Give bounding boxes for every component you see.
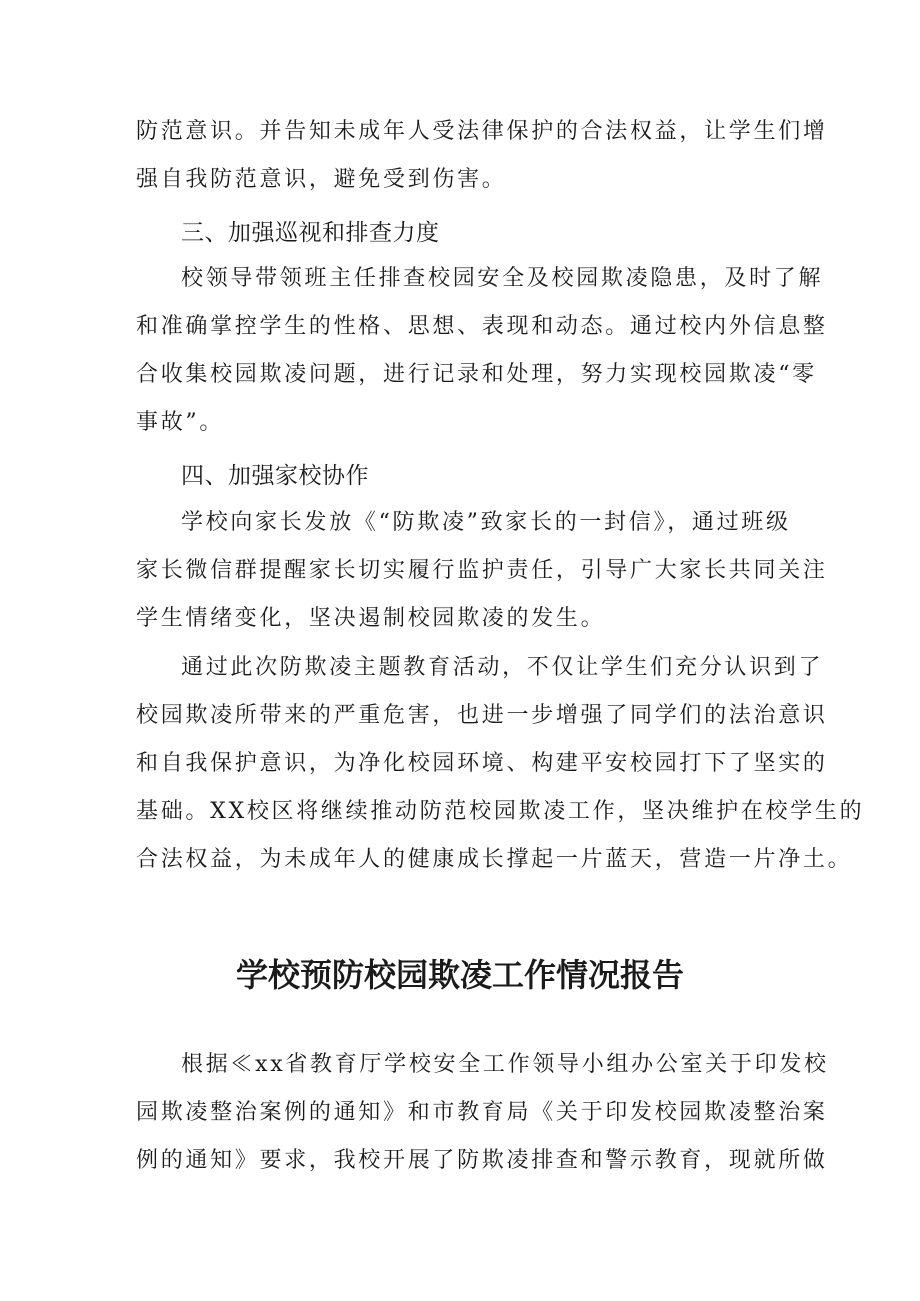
section-heading: 四、加强家校协作 (181, 463, 369, 489)
paragraph-line: 强自我防范意识，避免受到伤害。 (136, 167, 507, 192)
section-heading: 三、加强巡视和排查力度 (181, 220, 440, 246)
report-title: 学校预防校园欺凌工作情况报告 (235, 956, 684, 994)
paragraph-line: 家长微信群提醒家长切实履行监护责任，引导广大家长共同关注 (136, 558, 828, 583)
paragraph-line: 学校向家长发放《“防欺凌”致家长的一封信》，通过班级 (181, 510, 791, 535)
paragraph-line: 合法权益，为未成年人的健康成长撑起一片蓝天，营造一片净土。 (136, 847, 853, 872)
paragraph-line: 校园欺凌所带来的严重危害，也进一步增强了同学们的法治意识 (136, 703, 828, 728)
paragraph-line: 园欺凌整治案例的通知》和市教育局《关于印发校园欺凌整治案 (136, 1100, 828, 1125)
paragraph-line: 事故”。 (136, 410, 225, 435)
paragraph-line: 学生情绪变化，坚决遏制校园欺凌的发生。 (136, 606, 606, 631)
paragraph-line: 通过此次防欺凌主题教育活动，不仅让学生们充分认识到了 (181, 655, 824, 680)
paragraph-line: 基础。XX校区将继续推动防范校园欺凌工作，坚决维护在校学生的 (136, 799, 865, 824)
paragraph-line: 防范意识。并告知未成年人受法律保护的合法权益，让学生们增 (136, 119, 828, 144)
paragraph-line: 例的通知》要求，我校开展了防欺凌排查和警示教育，现就所做 (136, 1148, 828, 1173)
paragraph-line: 校领导带领班主任排查校园安全及校园欺凌隐患，及时了解 (181, 266, 824, 291)
paragraph-line: 和准确掌控学生的性格、思想、表现和动态。通过校内外信息整 (136, 314, 828, 339)
paragraph-line: 根据≪xx省教育厅学校安全工作领导小组办公室关于印发校 (181, 1052, 829, 1077)
paragraph-line: 和自我保护意识，为净化校园环境、构建平安校园打下了坚实的 (136, 751, 828, 776)
paragraph-line: 合收集校园欺凌问题，进行记录和处理，努力实现校园欺凌“零 (136, 362, 817, 387)
